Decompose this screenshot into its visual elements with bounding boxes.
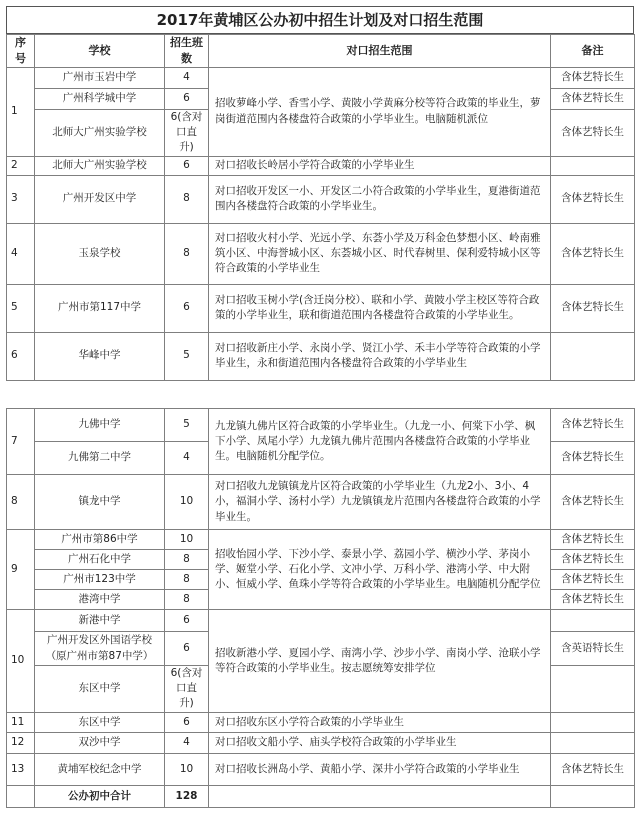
header-row bbox=[7, 35, 635, 68]
class-count: 4 bbox=[165, 67, 209, 88]
school-name: 广州开发区中学 bbox=[35, 175, 165, 223]
school-name: 广州市第117中学 bbox=[35, 284, 165, 332]
table-row bbox=[7, 712, 635, 732]
class-count: 4 bbox=[165, 732, 209, 753]
school-name: 新港中学 bbox=[35, 610, 165, 632]
row-seq: 8 bbox=[7, 475, 35, 530]
school-name: 九佛第二中学 bbox=[35, 442, 165, 475]
class-count: 6(含对口直升) bbox=[165, 666, 209, 713]
note-cell bbox=[551, 666, 635, 713]
school-name: 广州石化中学 bbox=[35, 550, 165, 570]
table-row bbox=[7, 175, 635, 223]
note-cell: 含英语特长生 bbox=[551, 632, 635, 666]
table-row bbox=[7, 475, 635, 530]
note-cell: 含体艺特长生 bbox=[551, 223, 635, 284]
row-seq: 9 bbox=[7, 530, 35, 610]
school-name: 北师大广州实验学校 bbox=[35, 156, 165, 175]
school-name: 广州市123中学 bbox=[35, 570, 165, 590]
school-name: 港湾中学 bbox=[35, 590, 165, 610]
table-row bbox=[7, 284, 635, 332]
school-name: 东区中学 bbox=[35, 666, 165, 713]
class-count: 8 bbox=[165, 175, 209, 223]
class-count: 10 bbox=[165, 530, 209, 550]
class-count: 10 bbox=[165, 753, 209, 785]
school-name: 镇龙中学 bbox=[35, 475, 165, 530]
admission-range: 招收怡园小学、下沙小学、泰景小学、荔园小学、横沙小学、茅岗小学、姬堂小学、石化小学、文冲小学、万科小学、港湾小学、中大附小、恒威小学、鱼珠小学等符合政策的小学毕业生。电脑随机分配学位 bbox=[209, 530, 551, 610]
note-cell: 含体艺特长生 bbox=[551, 442, 635, 475]
admission-range: 对口招收新庄小学、永岗小学、贤江小学、禾丰小学等符合政策的小学毕业生，永和街道范围内各楼盘符合政策的小学毕业生 bbox=[209, 332, 551, 380]
total-seq-blank bbox=[7, 785, 35, 807]
school-name: 东区中学 bbox=[35, 712, 165, 732]
row-seq: 12 bbox=[7, 732, 35, 753]
header-school: 学校 bbox=[35, 35, 165, 68]
row-seq: 6 bbox=[7, 332, 35, 380]
total-row bbox=[7, 785, 635, 807]
table-row bbox=[7, 223, 635, 284]
table-row bbox=[7, 156, 635, 175]
row-seq: 2 bbox=[7, 156, 35, 175]
total-label: 公办初中合计 bbox=[35, 785, 165, 807]
note-cell: 含体艺特长生 bbox=[551, 475, 635, 530]
table-row bbox=[7, 610, 635, 632]
note-cell bbox=[551, 156, 635, 175]
row-seq: 5 bbox=[7, 284, 35, 332]
row-seq: 10 bbox=[7, 610, 35, 713]
class-count: 8 bbox=[165, 590, 209, 610]
note-cell: 含体艺特长生 bbox=[551, 67, 635, 88]
total-classes: 128 bbox=[165, 785, 209, 807]
school-name: 华峰中学 bbox=[35, 332, 165, 380]
table-frame-bottom bbox=[6, 408, 634, 836]
note-cell: 含体艺特长生 bbox=[551, 570, 635, 590]
note-cell bbox=[551, 610, 635, 632]
class-count: 6 bbox=[165, 610, 209, 632]
total-note-blank bbox=[551, 785, 635, 807]
school-name: 广州市玉岩中学 bbox=[35, 67, 165, 88]
admission-range: 招收新港小学、夏园小学、南湾小学、沙步小学、南岗小学、沧联小学等符合政策的小学毕业生。按志愿统筹安排学位 bbox=[209, 610, 551, 713]
header-classes: 招生班数 bbox=[165, 35, 209, 68]
class-count: 8 bbox=[165, 570, 209, 590]
admission-range: 对口招收长洲岛小学、黄船小学、深井小学符合政策的小学毕业生 bbox=[209, 753, 551, 785]
admission-range: 对口招收九龙镇镇龙片区符合政策的小学毕业生（九龙2小、3小、4小，福洞小学、汤村小学）九龙镇镇龙片范围内各楼盘符合政策的小学毕业生。 bbox=[209, 475, 551, 530]
plan-table-top bbox=[6, 34, 635, 381]
table-frame-top bbox=[6, 6, 634, 402]
table-row bbox=[7, 409, 635, 442]
note-cell: 含体艺特长生 bbox=[551, 409, 635, 442]
table-row bbox=[7, 332, 635, 380]
class-count: 8 bbox=[165, 223, 209, 284]
page-title: 2017年黄埔区公办初中招生计划及对口招生范围 bbox=[6, 6, 634, 34]
class-count: 6 bbox=[165, 88, 209, 109]
row-seq: 3 bbox=[7, 175, 35, 223]
school-name: 北师大广州实验学校 bbox=[35, 109, 165, 156]
admission-range: 对口招收玉树小学(含迁岗分校）、联和小学、黄陂小学主校区等符合政策的小学毕业生，联和街道范围内各楼盘符合政策的小学毕业生。 bbox=[209, 284, 551, 332]
school-name: 双沙中学 bbox=[35, 732, 165, 753]
school-name: 广州开发区外国语学校（原广州市第87中学） bbox=[35, 632, 165, 666]
admission-range: 对口招收文船小学、庙头学校符合政策的小学毕业生 bbox=[209, 732, 551, 753]
school-name: 玉泉学校 bbox=[35, 223, 165, 284]
note-cell: 含体艺特长生 bbox=[551, 284, 635, 332]
class-count: 6(含对口直升) bbox=[165, 109, 209, 156]
admission-range: 对口招收火村小学、光远小学、东荟小学及万科金色梦想小区、岭南雅筑小区、中海誉城小区、东荟城小区、时代春树里、保利爱特城小区等符合政策的小学毕业生 bbox=[209, 223, 551, 284]
note-cell: 含体艺特长生 bbox=[551, 109, 635, 156]
school-name: 广州科学城中学 bbox=[35, 88, 165, 109]
class-count: 6 bbox=[165, 156, 209, 175]
class-count: 6 bbox=[165, 284, 209, 332]
school-name: 广州市第86中学 bbox=[35, 530, 165, 550]
note-cell: 含体艺特长生 bbox=[551, 590, 635, 610]
note-cell: 含体艺特长生 bbox=[551, 175, 635, 223]
admission-range: 对口招收长岭居小学符合政策的小学毕业生 bbox=[209, 156, 551, 175]
plan-table-bottom bbox=[6, 408, 635, 808]
total-range-blank bbox=[209, 785, 551, 807]
table-row bbox=[7, 67, 635, 88]
row-seq: 13 bbox=[7, 753, 35, 785]
row-seq: 4 bbox=[7, 223, 35, 284]
row-seq: 1 bbox=[7, 67, 35, 156]
note-cell: 含体艺特长生 bbox=[551, 88, 635, 109]
admission-range: 对口招收开发区一小、开发区二小符合政策的小学毕业生，夏港街道范围内各楼盘符合政策的小学毕业生。 bbox=[209, 175, 551, 223]
table-row bbox=[7, 530, 635, 550]
class-count: 8 bbox=[165, 550, 209, 570]
class-count: 6 bbox=[165, 712, 209, 732]
table-row bbox=[7, 732, 635, 753]
note-cell bbox=[551, 332, 635, 380]
header-range: 对口招生范围 bbox=[209, 35, 551, 68]
row-seq: 11 bbox=[7, 712, 35, 732]
school-name: 黄埔军校纪念中学 bbox=[35, 753, 165, 785]
school-name: 九佛中学 bbox=[35, 409, 165, 442]
class-count: 6 bbox=[165, 632, 209, 666]
header-seq: 序号 bbox=[7, 35, 35, 68]
note-cell bbox=[551, 712, 635, 732]
class-count: 4 bbox=[165, 442, 209, 475]
class-count: 5 bbox=[165, 332, 209, 380]
row-seq: 7 bbox=[7, 409, 35, 475]
note-cell: 含体艺特长生 bbox=[551, 753, 635, 785]
header-note: 备注 bbox=[551, 35, 635, 68]
note-cell bbox=[551, 732, 635, 753]
admission-range: 对口招收东区小学符合政策的小学毕业生 bbox=[209, 712, 551, 732]
admission-range: 招收萝峰小学、香雪小学、黄陂小学黄麻分校等符合政策的毕业生，萝岗街道范围内各楼盘符合政策的小学毕业生。电脑随机派位 bbox=[209, 67, 551, 156]
class-count: 10 bbox=[165, 475, 209, 530]
note-cell: 含体艺特长生 bbox=[551, 550, 635, 570]
table-row bbox=[7, 753, 635, 785]
class-count: 5 bbox=[165, 409, 209, 442]
note-cell: 含体艺特长生 bbox=[551, 530, 635, 550]
admission-range: 九龙镇九佛片区符合政策的小学毕业生。（九龙一小、何棠下小学、枫下小学、凤尾小学）九龙镇九佛片范围内各楼盘符合政策的小学毕业生。电脑随机分配学位。 bbox=[209, 409, 551, 475]
